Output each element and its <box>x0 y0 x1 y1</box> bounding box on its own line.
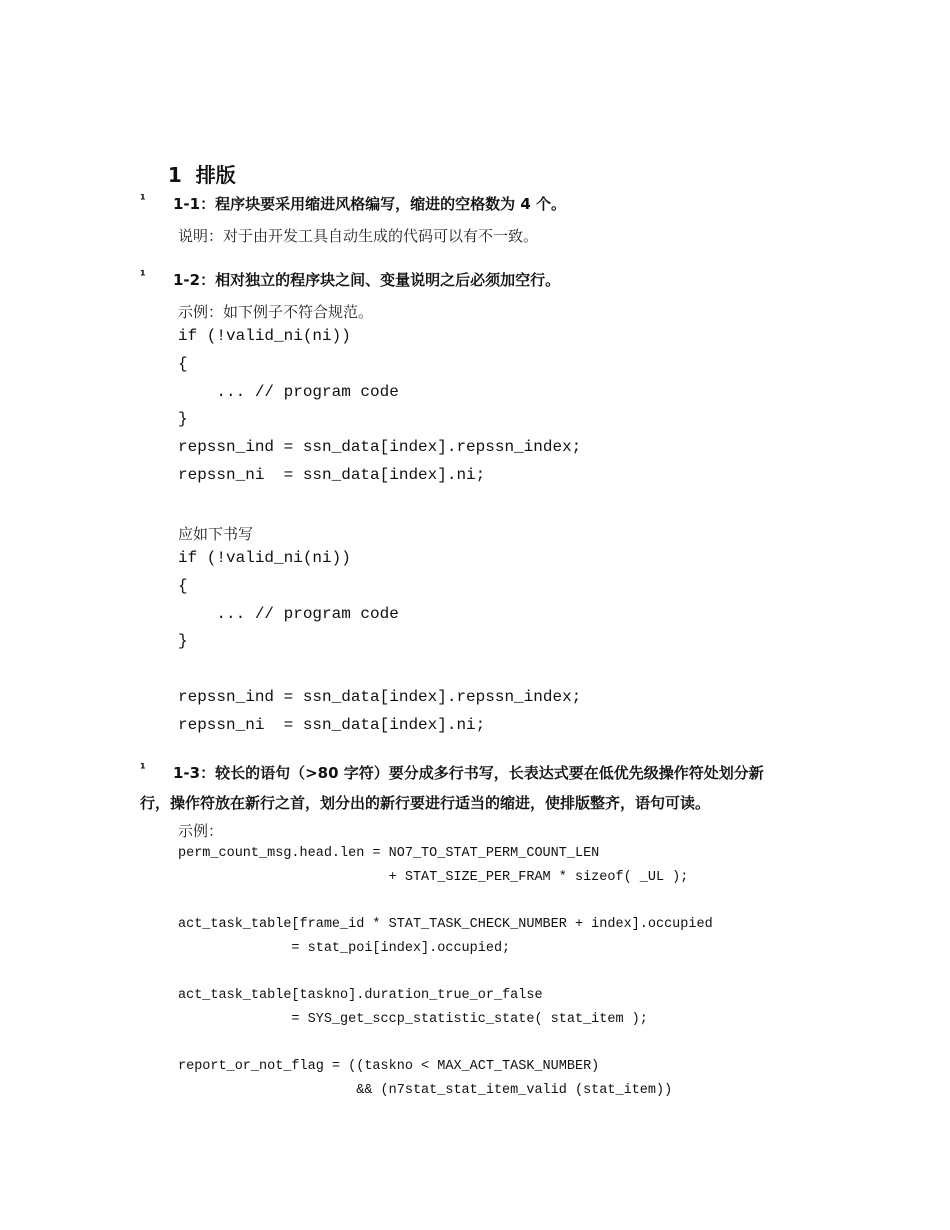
rule-1-2-example-label: 示例：如下例子不符合规范。 <box>178 303 374 321</box>
code-line: repssn_ind = ssn_data[index].repssn_index; <box>178 688 582 706</box>
code-line: ... // program code <box>178 383 399 401</box>
code-line: if (!valid_ni(ni)) <box>178 549 351 567</box>
code-line: act_task_table[taskno].duration_true_or_false <box>178 988 543 1003</box>
code-line: report_or_not_flag = ((taskno < MAX_ACT_TASK_NUMBER) <box>178 1059 600 1074</box>
code-line: repssn_ind = ssn_data[index].repssn_index; <box>178 438 582 456</box>
code-line: if (!valid_ni(ni)) <box>178 327 351 345</box>
rule-text: 较长的语句（>80 字符）要分成多行书写，长表达式要在低优先级操作符处划分新 <box>215 764 764 782</box>
rule-text: 相对独立的程序块之间、变量说明之后必须加空行。 <box>215 271 561 289</box>
rule-id: 1-3： <box>173 764 216 782</box>
bullet-icon: ¹ <box>140 193 146 208</box>
bullet-icon: ¹ <box>140 269 146 284</box>
section-title: 排版 <box>195 163 236 187</box>
rule-id: 1-2： <box>173 271 216 289</box>
rule-id: 1-1： <box>173 195 216 213</box>
code-line: = SYS_get_sccp_statistic_state( stat_item ); <box>178 1012 648 1027</box>
code-line: act_task_table[frame_id * STAT_TASK_CHECK_NUMBER + index].occupied <box>178 917 713 932</box>
rule-1-2-heading <box>173 269 560 290</box>
rule-1-1-note: 说明：对于由开发工具自动生成的代码可以有不一致。 <box>178 227 539 245</box>
code-line: && (n7stat_stat_item_valid (stat_item)) <box>178 1083 673 1098</box>
code-line: ... // program code <box>178 605 399 623</box>
section-number: 1 <box>167 163 182 187</box>
code-line: repssn_ni = ssn_data[index].ni; <box>178 716 486 734</box>
code-line: perm_count_msg.head.len = NO7_TO_STAT_PERM_COUNT_LEN <box>178 846 600 861</box>
rule-1-2-good-label: 应如下书写 <box>178 525 254 543</box>
rule-1-1-heading <box>173 193 566 214</box>
code-line: = stat_poi[index].occupied; <box>178 941 511 956</box>
code-line: { <box>178 355 188 373</box>
rule-text: 程序块要采用缩进风格编写，缩进的空格数为 4 个。 <box>215 195 566 213</box>
code-line: + STAT_SIZE_PER_FRAM * sizeof( _UL ); <box>178 870 689 885</box>
code-line: } <box>178 632 188 650</box>
rule-1-3-example-label: 示例： <box>178 822 224 840</box>
code-line: { <box>178 577 188 595</box>
bullet-icon: ¹ <box>140 762 146 777</box>
code-line: repssn_ni = ssn_data[index].ni; <box>178 466 486 484</box>
rule-1-3-heading <box>173 762 764 783</box>
code-line: } <box>178 410 188 428</box>
rule-1-3-heading-cont: 行，操作符放在新行之首，划分出的新行要进行适当的缩进，使排版整齐，语句可读。 <box>140 794 711 812</box>
